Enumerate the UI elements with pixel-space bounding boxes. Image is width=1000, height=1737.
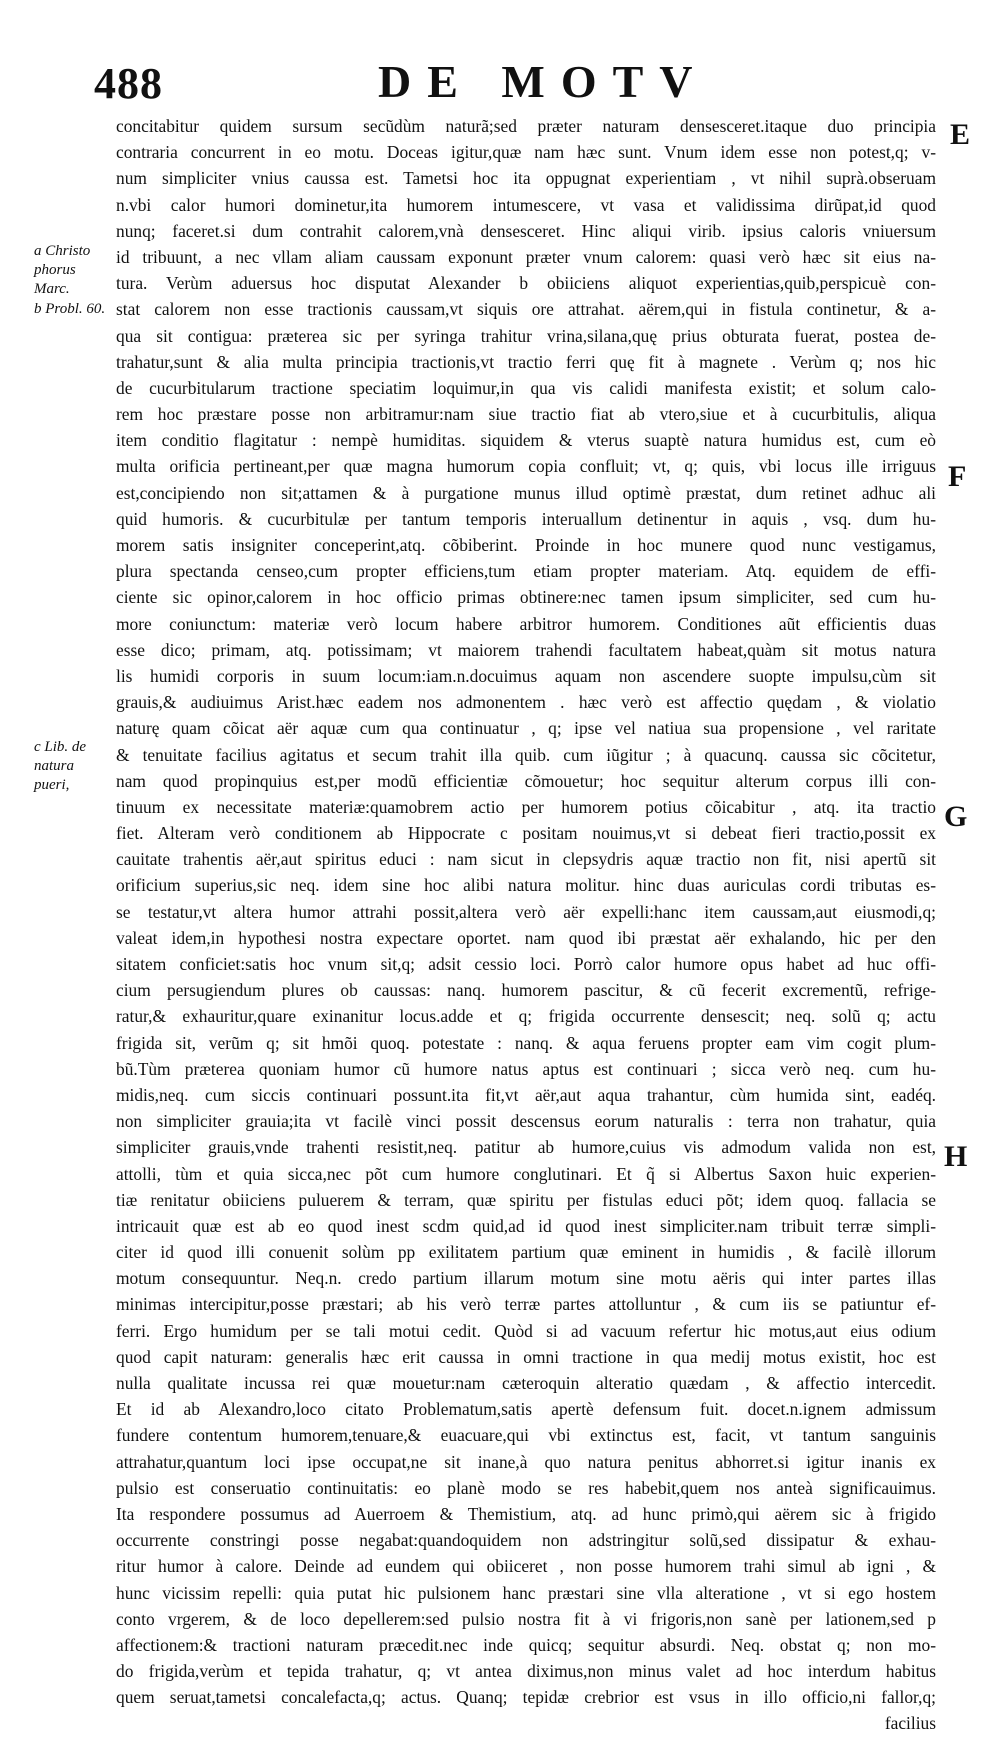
text-line: conto vrgerem, & de loco depellerem:sed pulsio nostra fit à vi frigoris,non sanè per lationem,sed p xyxy=(116,1608,936,1629)
text-line: Ita respondere possumus ad Auerroem & Themistium, atq. ad hunc primò,qui aërem sic à frigido xyxy=(116,1503,936,1524)
text-line: orificium superius,sic neq. idem sine hoc alibi natura molitur. hinc duas auriculas cordi tributas es- xyxy=(116,875,936,896)
text-line: bũ.Tùm præterea quoniam humor cũ humore natus aptus est continuari ; sicca verò neq. cum hu- xyxy=(116,1058,936,1079)
text-line: tura. Verùm aduersus hoc disputat Alexander b obiiciens aliquot experientias,quib,perspicuè con- xyxy=(116,273,936,294)
text-line: affectionem:& tractioni naturam præcedit.nec inde quicq; sequitur absurdi. Neq. obstat q; non mo- xyxy=(116,1634,936,1655)
text-line: plura spectanda censeo,cum propter efficiens,tum etiam propter materiam. Atq. equidem de effi- xyxy=(116,561,936,582)
text-line: concitabitur quidem sursum secũdùm naturã;sed præter naturam densesceret.itaque duo principia xyxy=(116,116,936,136)
text-line: Et id ab Alexandro,loco citato Problematum,satis apertè defensum fuit. docet.n.ignem admissum xyxy=(116,1399,936,1420)
text-line: & tenuitate facilius agitatus et secum trahit illa quib. cum iũgitur ; à quacunq. caussa sic cõcitetur, xyxy=(116,744,936,765)
section-letter-f: F xyxy=(948,460,967,493)
text-line: quid humoris. & cucurbitulæ per tantum temporis interuallum detinentur in aquis , vsq. dum hu- xyxy=(116,508,936,529)
text-line: multa orificia pertineant,per quæ magna humorum copia confluit; vt, q; quis, vbi locus ille irriguus xyxy=(116,456,936,477)
section-letter-e: E xyxy=(950,118,971,151)
text-line: ferri. Ergo humidum per se tali motui cedit. Quòd si ad vacuum refertur hic motus,aut eius odium xyxy=(116,1320,936,1341)
text-line: facilius xyxy=(884,1713,936,1734)
text-line: de cucurbitularum tractione speciatim loquimur,in qua vis calidi manifesta existit; et solum calo- xyxy=(116,377,936,398)
text-line: tinuum ex necessitate materiæ:quamobrem actio per humorem potius cõicabitur , atq. ita tractio xyxy=(116,796,936,817)
text-line: id tribuunt, a nec vllam aliam caussam exponunt præter vnum calorem: quasi verò hæc sit eius na- xyxy=(116,246,936,267)
text-line: do frigida,verùm et tepida trahatur, q; vt antea diximus,non minus valet ad hoc interdum habitus xyxy=(116,1661,936,1682)
text-line: citer id quod illi conuenit solùm pp exilitatem partium quæ eminent in humidis , & facilè illorum xyxy=(116,1242,936,1263)
text-line: tiæ renitatur obiiciens puluerem & terram, quæ spiritu per fistulas educi põt; idem quoq. fallacia se xyxy=(116,1189,936,1210)
text-line: rem hoc præstare posse non arbitramur:nam siue tractio fiat ab vtero,siue et à cucurbitulis, aliqua xyxy=(116,404,936,425)
text-line: hunc vicissim repelli: quia putat hic pulsionem hanc præstari sine vlla alteratione , vt si ego hostem xyxy=(116,1582,936,1603)
text-line: more coniunctum: materiæ verò locum habere arbitror humorem. Conditiones aũt efficientis duas xyxy=(116,613,936,634)
body-text xyxy=(116,113,936,1737)
page-number: 488 xyxy=(94,59,163,108)
text-line: occurrente constringi posse negabat:quandoquidem non adstringitur solũ,sed dissipatur & exhau- xyxy=(116,1530,936,1551)
text-line: nam quod propinquius est,per modũ efficientiæ cõmouetur; hoc sequitur alterum corpus illi con- xyxy=(116,770,936,791)
text-line: est,concipiendo non sit;attamen & à purgatione munus illud optimè præstat, dum retinet adhuc ali xyxy=(116,482,936,503)
text-line: num simpliciter vnius caussa est. Tametsi hoc ita oppugnat experientiam , vt nihil suprà.obseruam xyxy=(116,168,936,189)
text-line: esse dico; primam, atq. potissimam; vt maiorem trahendi facultatem habeat,quàm sit motus natura xyxy=(116,639,936,660)
text-line: ritur humor à calore. Deinde ad eundem qui obiiceret , non posse humorem trahi simul ab igni , & xyxy=(116,1556,936,1577)
text-line: quod capit naturam: generalis hæc erit caussa in omni tractione in qua medij motus existit, hoc est xyxy=(116,1346,936,1367)
text-line: minimas intercipitur,posse præstari; ab his verò terræ partes attolluntur , & cum iis se patiuntur ef- xyxy=(116,1294,936,1315)
text-line: fundere contentum humorem,tenuare,& euacuare,qui vbi extinctus est, facit, vt tantum sanguinis xyxy=(116,1425,936,1446)
text-line: frigida sit, verũm q; sit hmõi quoq. potestate : nanq. & aqua feruens propter eam vim cogit plum- xyxy=(116,1032,936,1053)
text-line: simpliciter grauis,vnde trahenti resistit,neq. patitur ab humore,cuius vis admodum valida non est, xyxy=(116,1137,936,1158)
text-line: intricauit quæ est ab eo quod inest scdm quid,ad id quod inest simpliciter.nam tribuit terræ simpli- xyxy=(116,1215,936,1236)
text-line: pulsio est conseruatio continuitatis: eo planè modo se res habebit,quem nos anteà significauimus. xyxy=(116,1477,936,1498)
text-line: quem seruat,tametsi concalefacta,q; actus. Quanq; tepidæ crebrior est vsus in illo officio,ni fallor,q; xyxy=(116,1687,936,1708)
text-line: cauitate trahentis aër,aut spiritus educi : nam sicut in clepsydris aquæ tractio non fit, nisi apertũ sit xyxy=(116,849,936,870)
text-line: morem satis insigniter conceperint,atq. cõbiberint. Proinde in hoc munere quod nunc vestigamus, xyxy=(116,535,936,555)
text-line: cium persugiendum plures ob caussas: nanq. humorem pascitur, & cũ fecerit excrementũ, refrige- xyxy=(116,980,936,1001)
running-title: DE MOTV xyxy=(378,56,709,107)
text-line: sitatem conficiet:satis hoc vnum sit,q; adsit cessio loci. Porrò calor humore opus habet ad huc offi- xyxy=(116,954,936,974)
text-line: stat calorem non esse tractionis caussam,vt siquis ore attrahat. aërem,qui in fistula continetur, & a- xyxy=(116,299,936,320)
sidenote-probl: b Probl. 60. xyxy=(34,301,106,317)
sidenote-christophorus: a Christo phorus Marc. xyxy=(34,243,91,297)
text-line: ratur,& exhauritur,quare exinanitur locus.adde et q; frigida occurrente densescit; neq. solũ q; actu xyxy=(116,1006,936,1027)
text-line: nunq; faceret.si dum contrahit calorem,vnà densesceret. Hinc aliqui virib. ipsius caloris vniuersum xyxy=(116,220,936,241)
text-line: non simpliciter grauia;ita vt facilè vinci possit descensus eorum naturalis : terra non trahatur, quia xyxy=(116,1111,936,1132)
text-line: naturę quam cõicat aër aquæ cum qua continuatur , q; ipse vel natiua sua propensione , vel raritate xyxy=(116,718,936,739)
text-line: n.vbi calor humori dominetur,ita humorem intumescere, vt vasa et validissima dirũpat,id quod xyxy=(116,194,936,215)
text-line: grauis,& audiuimus Arist.hæc eadem nos admonentem . hæc verò est affectio quędam , & violatio xyxy=(116,692,936,713)
text-line: qua sit contigua: præterea sic per syringa trahitur vrina,silana,quę prius obturata fuerat, postea de- xyxy=(116,325,936,346)
text-line: contraria concurrent in eo motu. Doceas igitur,quæ nam hæc sunt. Vnum idem esse non potest,q; v- xyxy=(116,142,936,163)
section-letter-g: G xyxy=(944,800,968,833)
text-line: valeat idem,in hypothesi nostra expectare oportet. nam quod ibi præstat aër exhalando, hic per den xyxy=(116,927,936,948)
section-letter-h: H xyxy=(944,1140,968,1173)
text-line: se testatur,vt altera humor attrahi possit,altera verò aër expelli:hanc item caussam,aut eiusmodi,q; xyxy=(116,901,936,922)
text-line: nulla qualitate incussa rei quæ mouetur:nam cæteroquin alteratio quædam , & affectio intercedit. xyxy=(116,1373,936,1393)
text-line: lis humidi corporis in suum locum:iam.n.docuimus aquam non ascendere suopte impulsu,cùm sit xyxy=(116,665,936,686)
text-line: attrahatur,quantum loci ipse occupat,ne sit inane,à quo natura penitus abhorret.si igitur inanis ex xyxy=(116,1451,936,1472)
text-line: trahatur,sunt & alia multa principia tractionis,vt tractio ferri quę fit à magnete . Verùm q; nos hic xyxy=(116,351,936,372)
text-line: motum consequuntur. Neq.n. credo partium illarum motum sine motu aëris qui inter partes illas xyxy=(116,1268,936,1289)
text-line: midis,neq. cum siccis continuari possunt.ita fit,vt aër,aut aqua trahantur, cùm humida sint, eadéq. xyxy=(116,1084,936,1105)
sidenote-lib-de-natura: c Lib. de natura pueri, xyxy=(34,739,87,793)
text-line: ciente sic opinor,calorem in hoc officio primas obtinere:nec tamen ipsum simpliciter, sed cum hu- xyxy=(116,587,936,608)
text-line: attolli, tùm et quia sicca,nec põt cum humore conglutinari. Et q̃ si Albertus Saxon huic experien- xyxy=(116,1163,936,1184)
text-line: item conditio flagitatur : nempè humiditas. siquidem & vterus suaptè natura humidus est, cum eò xyxy=(116,430,936,451)
text-line: fiet. Alteram verò conditionem ab Hippocrate c positam nouimus,vt si debeat fieri tractio,possit ex xyxy=(116,823,936,844)
